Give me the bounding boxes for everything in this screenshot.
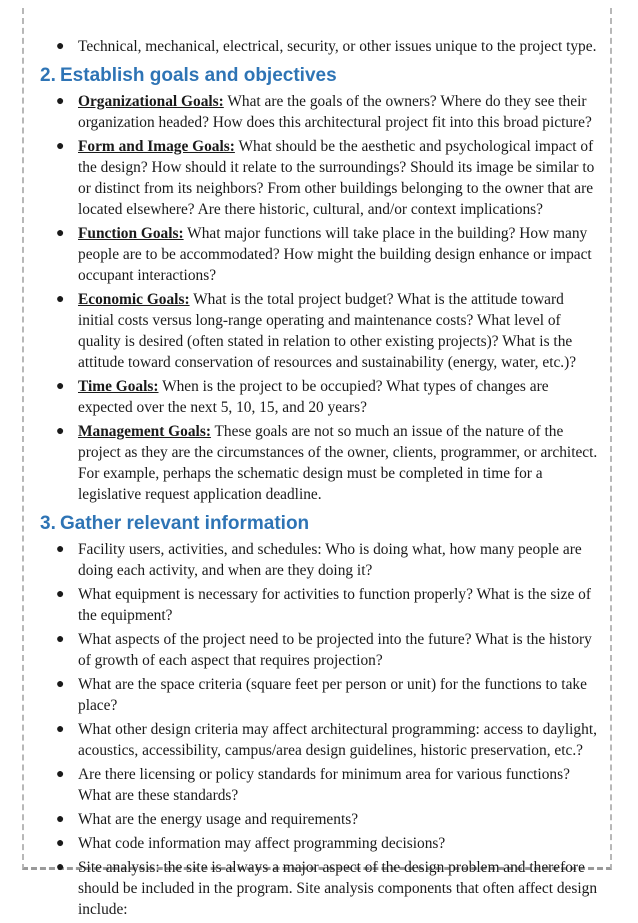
list-item-text: What major functions will take place in the building? How many people are to be accommodated? How might the building design enhance or impact occupant interactions? <box>78 225 592 284</box>
list-item <box>40 764 600 806</box>
list-item <box>40 36 600 57</box>
section-number: 2. <box>40 65 56 86</box>
list-item-text: What are the energy usage and requirements? <box>78 811 359 828</box>
item-lead: Management Goals: <box>78 423 211 440</box>
bullet-icon: ● <box>56 860 65 875</box>
list-item-text: Are there licensing or policy standards for minimum area for various functions? What are these standards? <box>78 766 570 804</box>
bullet-icon: ● <box>56 632 65 647</box>
list-item <box>40 289 600 373</box>
document-body <box>40 36 600 923</box>
list-item <box>40 584 600 626</box>
bullet-icon: ● <box>56 226 65 241</box>
list-item <box>40 539 600 581</box>
section-title: Gather relevant information <box>60 513 310 534</box>
bullet-icon: ● <box>56 587 65 602</box>
list-item-text: What are the space criteria (square feet per person or unit) for the functions to take place? <box>78 676 587 714</box>
section-heading-3 <box>40 511 600 537</box>
list-item <box>40 376 600 418</box>
list-item-text: Site analysis: the site is always a major aspect of the design problem and therefore should be included in the program. Site analysis components that often affect design include: <box>78 859 598 918</box>
item-lead: Function Goals: <box>78 225 184 242</box>
list-item <box>40 719 600 761</box>
section-title: Establish goals and objectives <box>60 65 337 86</box>
item-lead: Economic Goals: <box>78 291 190 308</box>
bullet-icon: ● <box>56 836 65 851</box>
bullet-icon: ● <box>56 677 65 692</box>
list-item-text: These goals are not so much an issue of the nature of the project as they are the circumstances of the owner, clients, programmer, or architect. For example, perhaps the schematic design must be completed in time for a legislative request application deadline. <box>78 423 598 503</box>
bullet-icon: ● <box>56 722 65 737</box>
bullet-icon: ● <box>56 39 65 54</box>
list-item-text: When is the project to be occupied? What types of changes are expected over the next 5, 10, 15, and 20 years? <box>78 378 549 416</box>
list-item-text: What aspects of the project need to be projected into the future? What is the history of growth of each aspect that requires projection? <box>78 631 592 669</box>
item-lead: Form and Image Goals: <box>78 138 235 155</box>
list-item-text: What other design criteria may affect architectural programming: access to daylight, acoustics, accessibility, campus/area design guidelines, historic preservation, etc.? <box>78 721 597 759</box>
bullet-icon: ● <box>56 812 65 827</box>
list-item-text: Technical, mechanical, electrical, security, or other issues unique to the project type. <box>78 38 597 55</box>
list-item <box>40 857 600 920</box>
list-item <box>40 136 600 220</box>
bullet-icon: ● <box>56 292 65 307</box>
bullet-icon: ● <box>56 542 65 557</box>
intro-list <box>40 36 600 57</box>
list-item <box>40 91 600 133</box>
section-number: 3. <box>40 513 56 534</box>
list-item <box>40 223 600 286</box>
bullet-icon: ● <box>56 379 65 394</box>
bullet-icon: ● <box>56 424 65 439</box>
bullet-icon: ● <box>56 139 65 154</box>
list-item-text: What is the total project budget? What is the attitude toward initial costs versus long-range operating and maintenance costs? What level of quality is desired (often stated in relation to other existing projects)? What is the attitude toward conservation of resources and sustainability (energy, water, etc.)? <box>78 291 577 371</box>
item-lead: Organizational Goals: <box>78 93 224 110</box>
list-item <box>40 629 600 671</box>
list-item-text: What equipment is necessary for activities to function properly? What is the size of the equipment? <box>78 586 592 624</box>
section-heading-2 <box>40 63 600 89</box>
list-item-text: Facility users, activities, and schedules: Who is doing what, how many people are doing each activity, and when are they doing it? <box>78 541 582 579</box>
list-item <box>40 833 600 854</box>
list-item-text: What code information may affect programming decisions? <box>78 835 446 852</box>
information-list <box>40 539 600 920</box>
list-item <box>40 421 600 505</box>
list-item <box>40 809 600 830</box>
bullet-icon: ● <box>56 94 65 109</box>
list-item-text: What are the goals of the owners? Where do they see their organization headed? How does this architectural project fit into this broad picture? <box>78 93 592 131</box>
item-lead: Time Goals: <box>78 378 159 395</box>
list-item-text: What should be the aesthetic and psychological impact of the design? How should it relate to the surroundings? Should its image be similar to or distinct from its neighbors? From other buildings belonging to the owner that are located elsewhere? Are there historic, cultural, and/or context implications? <box>78 138 595 218</box>
goals-list <box>40 91 600 505</box>
bullet-icon: ● <box>56 767 65 782</box>
list-item <box>40 674 600 716</box>
